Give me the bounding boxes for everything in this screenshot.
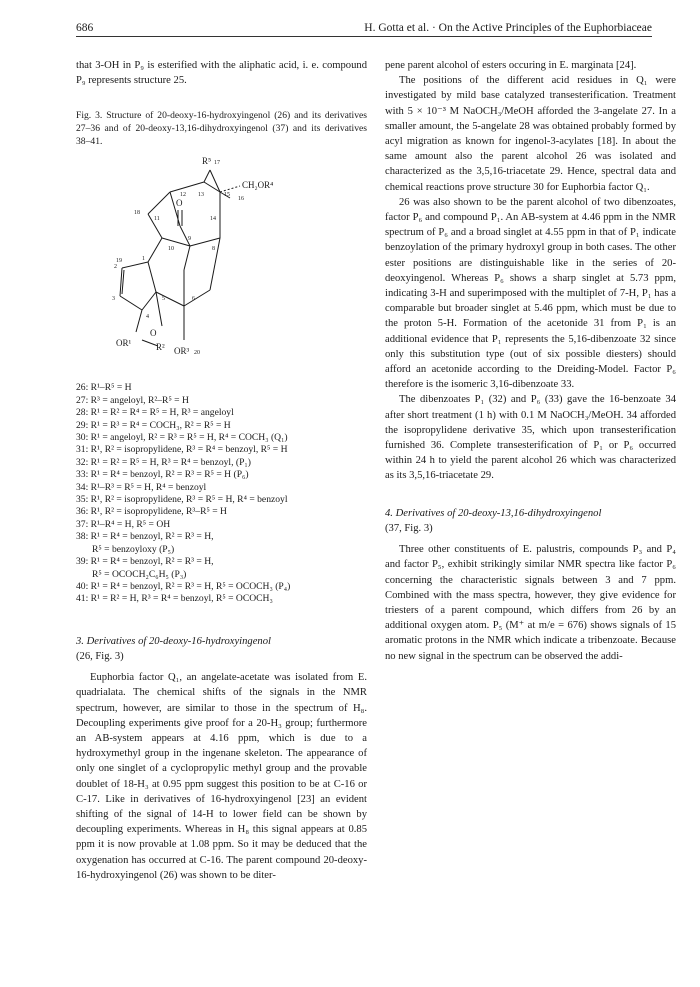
label-r2: R²	[156, 342, 165, 353]
section-3-body: Euphorbia factor Q₁, an angelate-acetate was isolated from E. quadrialata. The chemical shifts of the signals in the NMR spectrum, however, are similar to those in the spectrum of H₈. Decoupling experiments give proof for a 20-H₃ group; furthermore an AB-system appears at 4.16 ppm, which is due to a hydroxymethyl group in the ingenane skeleton. The appearance of only one singlet of a cyclopropylic methyl group and the provable doublet of 18-H₃ at 0.95 ppm suggest this position to be at C-16 or C-17. Like in derivatives of 16-hydroxyingenol [23] an evident shifting of the signal of 14-H to lower field can be shown by decoupling experiments. Whereas in H₈ this signal appears at 0.85 ppm it is now provable at 1.08 ppm. So it may be deduced that the oxygenation has occurred at C-16. The parent compound 20-deoxy-16-hydroxyingenol (26) was shown to be diter-	[76, 672, 367, 881]
label-n12: 12	[180, 192, 186, 199]
label-o-second: O	[150, 328, 157, 339]
label-n18: 18	[134, 210, 140, 217]
page-number: 686	[76, 22, 94, 34]
label-o-carbonyl: O	[176, 198, 183, 209]
formula-39-cont-text: R⁵ = OCOCH₂C₆H₅ (P₃)	[92, 568, 187, 580]
label-ch2or4: CH₂OR⁴	[242, 180, 274, 191]
formula-27: 27: R³ = angeloyl, R²–R⁵ = H	[76, 394, 189, 406]
label-n19: 19	[116, 258, 122, 265]
formula-39: 39: R¹ = R⁴ = benzoyl, R² = R³ = H,	[76, 556, 214, 568]
running-title: H. Gotta et al. · On the Active Principles of the Euphorbiaceae	[364, 22, 652, 34]
ingenane-structure	[92, 150, 322, 380]
formula-26: 26: R¹–R⁵ = H	[76, 382, 132, 394]
formula-38-cont	[76, 544, 367, 556]
right-column	[385, 58, 676, 664]
label-n8: 8	[212, 246, 215, 253]
formula-33: 33: R¹ = R⁴ = benzoyl, R² = R³ = R⁵ = H (P₆)	[76, 469, 249, 481]
formula-31: 31: R¹, R² = isopropylidene, R³ = R⁴ = benzoyl, R⁵ = H	[76, 444, 288, 456]
label-n1: 1	[142, 256, 145, 263]
label-n3: 3	[112, 296, 115, 303]
structure-figure	[76, 150, 367, 382]
label-n13: 13	[198, 192, 204, 199]
label-n6: 6	[192, 296, 195, 303]
label-or1: OR¹	[116, 338, 132, 349]
formula-37: 37: R¹–R⁴ = H, R⁵ = OH	[76, 518, 171, 530]
formula-41: 41: R¹ = R² = H, R³ = R⁴ = benzoyl, R⁵ = OCOCH₃	[76, 593, 273, 605]
section-3-title: 3. Derivatives of 20-deoxy-16-hydroxyingenol	[76, 635, 271, 647]
label-n10: 10	[168, 246, 174, 253]
section-4-title: 4. Derivatives of 20-deoxy-13,16-dihydroxyingenol	[385, 507, 602, 519]
right-paragraph-2: The positions of the different acid residues in Q₁ were investigated by mild base catalyzed transesterification. Treatment with 5 × 10⁻³ M NaOCH₃/MeOH afforded the 3-angelate 27. In a smaller amount, the 5-angelate 28 was obtained probably formed by acyl migration as known for ingenol-3-acylates [18]. In about the same amount also the parent alcohol 26 was isolated and characterized as the 3,5,16-triacetate 29. Hence, spectral data and chemical reactions prove structure 30 for Euphorbia factor Q₁.	[385, 75, 676, 193]
formula-38: 38: R¹ = R⁴ = benzoyl, R² = R³ = H,	[76, 531, 214, 543]
label-n4: 4	[146, 314, 149, 321]
formula-40: 40: R¹ = R⁴ = benzoyl, R² = R³ = H, R⁵ = OCOCH₃ (P₄)	[76, 580, 291, 592]
figure-caption: Fig. 3. Structure of 20-deoxy-16-hydroxyingenol (26) and its derivatives 27–36 and of 20-deoxy-13,16-dihydroxyingenol (37) and its derivatives 38–41.	[76, 110, 367, 148]
label-r5: R⁵	[202, 156, 212, 167]
label-n2: 2	[114, 264, 117, 271]
formula-39-cont	[76, 569, 367, 581]
label-n20: 20	[194, 350, 200, 357]
formula-28: 28: R¹ = R² = R⁴ = R⁵ = H, R³ = angeloyl	[76, 407, 234, 419]
formula-30: 30: R¹ = angeloyl, R² = R³ = R⁵ = H, R⁴ = COCH₃ (Q₁)	[76, 432, 288, 444]
formula-36: 36: R¹, R² = isopropylidene, R³–R⁵ = H	[76, 506, 227, 518]
intro-paragraph: that 3-OH in P₉ is esterified with the aliphatic acid, i. e. compound P₉ represents structure 25.	[76, 60, 367, 87]
section-4-subtitle: (37, Fig. 3)	[385, 522, 433, 534]
page-header	[76, 14, 652, 37]
formula-35: 35: R¹, R² = isopropylidene, R³ = R⁵ = H, R⁴ = benzoyl	[76, 494, 288, 506]
label-n9: 9	[188, 236, 191, 243]
formula-list	[76, 382, 367, 605]
right-paragraph-1: pene parent alcohol of esters occuring in E. marginata [24].	[385, 60, 637, 71]
label-n11: 11	[154, 216, 160, 223]
left-column	[76, 58, 367, 883]
label-n14: 14	[210, 216, 216, 223]
section-3-subtitle: (26, Fig. 3)	[76, 650, 124, 662]
label-n15: 15	[224, 192, 230, 199]
label-or3: OR³	[174, 346, 190, 357]
right-paragraph-5: Three other constituents of E. palustris, compounds P₃ and P₄ and factor P₅, exhibit strikingly similar NMR spectra like factor P₆ concerning the characteristic signals between 3 and 7 ppm. Combined with the mass spectra, however, they give evidence for triesters of a parent compound, which differs from 26 by an additional oxygen atom. P₅ (M⁺ at m/e = 676) shows signals of 15 aromatic protons in the NMR which indicate a tribenzoate. Because no new signal in the spectrum can be observed the addi-	[385, 544, 676, 662]
right-paragraph-4: The dibenzoates P₁ (32) and P₆ (33) gave the 16-benzoate 34 after short treatment (1 h) with 0.1 M NaOCH₃/MeOH. 34 afforded the isopropylidene derivative 35, which upon transesterification furnished 36. Complete transesterification of P₁ or P₆ occurred within 24 h to yield the parent alcohol 26 which was characterized as its 3,5,16-triacetate 29.	[385, 394, 676, 482]
formula-34: 34: R¹–R³ = R⁵ = H, R⁴ = benzoyl	[76, 481, 207, 493]
formula-32: 32: R¹ = R² = R⁵ = H, R³ = R⁴ = benzoyl, (P₁)	[76, 456, 251, 468]
label-n17: 17	[214, 160, 220, 167]
right-paragraph-3: 26 was also shown to be the parent alcohol of two dibenzoates, factor P₆ and compound P₁. An AB-system at 4.46 ppm in the NMR spectrum of P₆ and a broad singlet at 4.55 ppm in that of P₁ indicate benzoylation of the primary hydroxyl group in both cases. The other ester positions are distinguishable like in the series of 20-deoxyingenol. Whereas P₆ shows a sharp singlet at 5.73 ppm, indicating 3-H and superimposed with the multiplet of 7-H, P₁ has a comparable but broader singlet at 5.46 ppm, which must be due to the proton 5-H. Formation of the acetonide 31 from P₁ is an additional evidence that P₁ represents the 5,16-dibenzoate 32 since only this substitution type (out of six possible diesters) should afford an acetonide according to the Dreiding-Model. Factor P₆ therefore is the isomeric 3,16-dibenzoate 33.	[385, 196, 676, 391]
formula-29: 29: R¹ = R³ = R⁴ = COCH₃, R² = R⁵ = H	[76, 419, 231, 431]
formula-38-cont-text: R⁵ = benzoyloxy (P₅)	[92, 543, 175, 555]
label-n16: 16	[238, 196, 244, 203]
label-n5: 5	[162, 296, 165, 303]
